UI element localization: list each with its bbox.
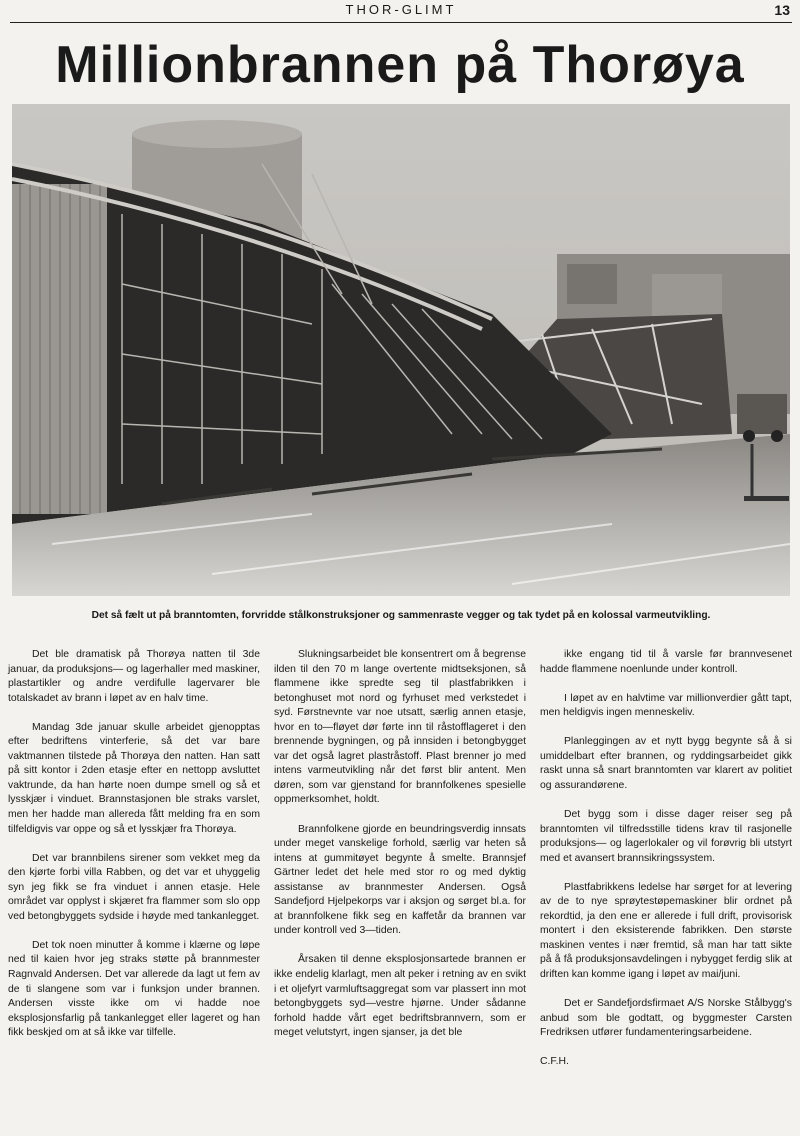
article-body bbox=[8, 648, 792, 1118]
paragraph: ikke engang tid til å varsle før brannvesenet hadde flammene noenlunde under kontroll. bbox=[540, 649, 792, 675]
paragraph: I løpet av en halvtime var millionverdier gått tapt, men heldigvis ingen menneskeliv. bbox=[540, 692, 792, 719]
paragraph: Det ble dramatisk på Thorøya natten til 3de januar, da produksjons— og lagerhaller med maskiner, plastartikler og andre verdifulle lagervarer ble totalskadet av brann i løpet av en halv time. bbox=[8, 649, 260, 704]
paragraph: Det tok noen minutter å komme i klærne og løpe ned til kaien hvor jeg straks støtte på brannmester Ragnvald Andersen. Det var allerede da lagt ut fem av de ti slangene som var i funksjon under brannen. Andersen visste ikke om vi hadde noe eksplosjonsfarlig på tankanlegget eller lageret og han fikk beskjed om at så ikke var tilfelle. bbox=[8, 939, 260, 1039]
paragraph: Årsaken til denne eksplosjonsartede brannen er ikke endelig klarlagt, men alt peker i retning av en svikt i et oljefyrt varmluftsaggregat som var plassert inn mot betongbyggets syd—vestre hjørne. Under sådanne forhold hadde vårt eget bedriftsbrannvern, som er meget velutstyrt, ingen sjanser, ja det ble bbox=[274, 954, 526, 1039]
paragraph: Det var brannbilens sirener som vekket meg da den kjørte forbi villa Rabben, og det var et uhyggelig syn jeg fikk se fra vinduet i annen etasje. Hele området var opplyst i skjæret fra flammer som slo opp ved betongbyggets sydside i høyde med tankanlegget. bbox=[8, 852, 260, 922]
page-header bbox=[10, 0, 792, 23]
paragraph: Planleggingen av et nytt bygg begynte så å si umiddelbart efter brannen, og ryddingsarbeidet gikk raskt unna så snart branntomten var klarert av politiet og assurandørene. bbox=[540, 736, 792, 791]
article-column-1 bbox=[8, 648, 260, 1118]
paragraph: Det er Sandefjordsfirmaet A/S Norske Stålbygg's anbud som ble godtatt, og byggmester Carsten Fredriksen utfører fundamenteringsarbeidene. bbox=[540, 998, 792, 1039]
paragraph: Brannfolkene gjorde en beundringsverdig innsats under meget vanskelige forhold, særlig var heten så intens at gummitøyet begynte å smelte. Brannsjef Gärtner ledet det hele med stor ro og med dyktig assistanse av brannmester Andersen. Også Sandefjord Hjelpekorps var i aksjon og sørget bl.a. for at brannfolkene fikk seg en kaffetår da brannen var under kontroll ved 3—tiden. bbox=[274, 823, 526, 937]
page-number: 13 bbox=[774, 2, 790, 18]
fire-damaged-factory-photo bbox=[12, 104, 790, 596]
author-signature: C.F.H. bbox=[540, 1056, 569, 1068]
article-column-3 bbox=[540, 648, 792, 1118]
photo-caption: Det så fælt ut på branntomten, forvridde stålkonstruksjoner og sammenraste vegger og tak tydet på en kolossal varmeutvikling. bbox=[91, 610, 711, 621]
paragraph: Slukningsarbeidet ble konsentrert om å begrense ilden til den 70 m lange overtente midtseksjonen, så flammene ikke spredte seg til plastfabrikken i betonghuset mot nord og fyrhuset med verkstedet i syd. Førstnevnte var noe utsatt, særlig annen etasje, hvor en to—fløyet dør førte inn til råstofflageret i den brennende bygningen, og på innsiden i betongbygget var det også lagret plastråstoff. Plast brenner jo med intens varmeutvikling når det først blir antent. Men døren, som var gjenstand for brannfolkenes spesielle oppmerksomhet, holdt. bbox=[274, 649, 526, 806]
article-headline: Millionbrannen på Thorøya bbox=[55, 36, 745, 94]
paragraph: Plastfabrikkens ledelse har sørget for at levering av de to nye sprøytestøpemaskiner blir ordnet på rekordtid, ja den ene er allerede i full drift, provisorisk montert i den eksisterende fabrikken. Den største maskinen ventes i nær fremtid, så man har tatt sikte på å få produksjonsavdelingen i nybygget ferdig slik at driften kan komme igang i løpet av mai/juni. bbox=[540, 881, 792, 981]
paragraph: Mandag 3de januar skulle arbeidet gjenopptas efter bedriftens vinterferie, så det var bare vaktmannen tilstede på Thorøya den natten. Han satt på sitt kontor i 2den etasje efter en nettopp avsluttet vaktrunde, da han hørte noen dumpe smell og så et lysskjær i vinduet. Brannstasjonen ble straks varslet, men her hadde man allereda fått melding fra en som tilfeldigvis var oppe og så et lysskjær fra Thorøya. bbox=[8, 721, 260, 835]
paragraph: Det bygg som i disse dager reiser seg på branntomten vil tilfredsstille tidens krav til rasjonelle produksjons— og lagerlokaler og vil forøvrig bli utstyrt med et avansert brannsikringssystem. bbox=[540, 809, 792, 864]
magazine-title: THOR-GLIMT bbox=[345, 2, 457, 17]
article-column-2 bbox=[274, 648, 526, 1118]
